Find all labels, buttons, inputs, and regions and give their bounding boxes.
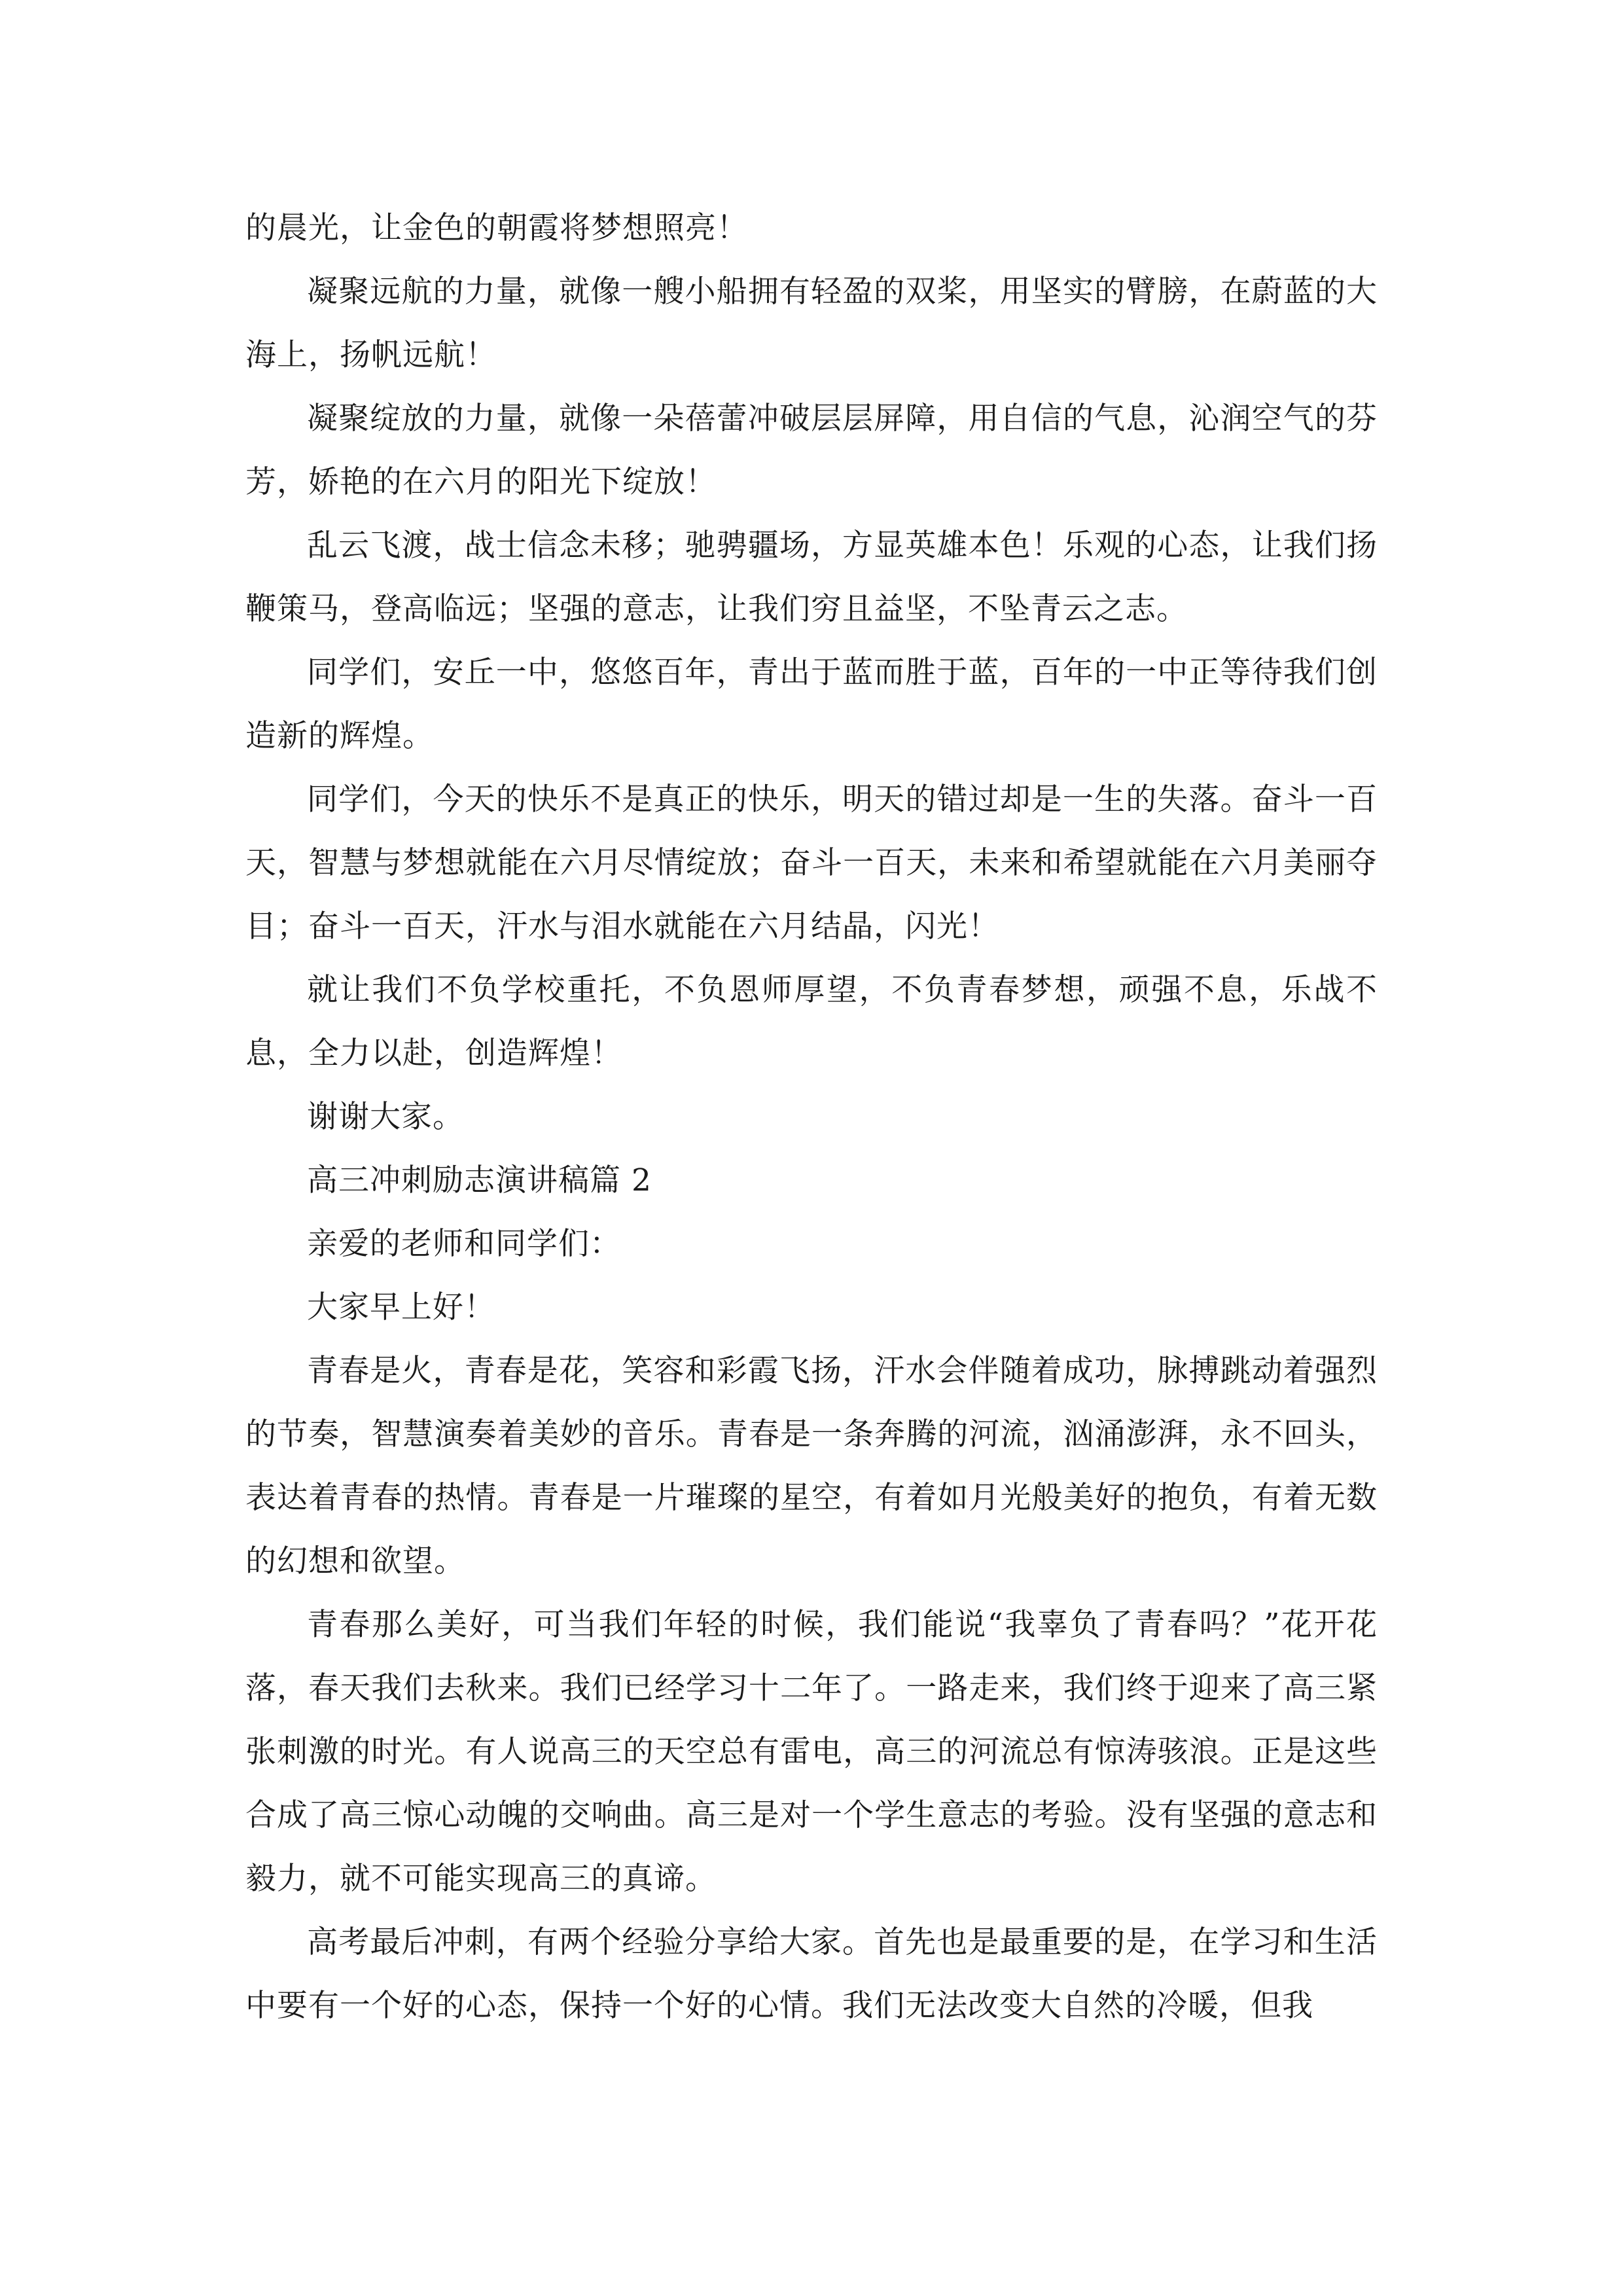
paragraph: 青春那么美好，可当我们年轻的时候，我们能说“我辜负了青春吗？”花开花落，春天我们去秋来。我们已经学习十二年了。一路走来，我们终于迎来了高三紧张刺激的时光。有人说高三的天空总有雷电，高三的河流总有惊涛骇浪。正是这些合成了高三惊心动魄的交响曲。高三是对一个学生意志的考验。没有坚强的意志和毅力，就不可能实现高三的真谛。 — [245, 1607, 1378, 1897]
paragraph: 青春是火，青春是花，笑容和彩霞飞扬，汗水会伴随着成功，脉搏跳动着强烈的节奏，智慧演奏着美妙的音乐。青春是一条奔腾的河流，汹涌澎湃，永不回头，表达着青春的热情。青春是一片璀璨的星空，有着如月光般美好的抱负，有着无数的幻想和欲望。 — [245, 1353, 1378, 1579]
paragraph-continued: 的晨光，让金色的朝霞将梦想照亮！ — [245, 210, 748, 246]
paragraph: 凝聚远航的力量，就像一艘小船拥有轻盈的双桨，用坚实的臂膀，在蔚蓝的大海上，扬帆远航！ — [245, 274, 1378, 373]
paragraph: 乱云飞渡，战士信念未移；驰骋疆场，方显英雄本色！乐观的心态，让我们扬鞭策马，登高临远；坚强的意志，让我们穷且益坚，不坠青云之志。 — [245, 528, 1378, 627]
paragraph: 同学们，安丘一中，悠悠百年，青出于蓝而胜于蓝，百年的一中正等待我们创造新的辉煌。 — [245, 655, 1378, 754]
section-title: 高三冲刺励志演讲稿篇 2 — [307, 1162, 652, 1198]
paragraph: 高考最后冲刺，有两个经验分享给大家。首先也是最重要的是，在学习和生活中要有一个好的心态，保持一个好的心情。我们无法改变大自然的冷暖，但我 — [245, 1924, 1378, 2024]
salutation: 亲爱的老师和同学们： — [307, 1226, 621, 1262]
document-body — [245, 196, 1378, 2037]
closing-line: 谢谢大家。 — [307, 1099, 464, 1135]
paragraph: 凝聚绽放的力量，就像一朵蓓蕾冲破层层屏障，用自信的气息，沁润空气的芬芳，娇艳的在六月的阳光下绽放！ — [245, 401, 1378, 500]
greeting: 大家早上好！ — [307, 1289, 495, 1325]
paragraph: 同学们，今天的快乐不是真正的快乐，明天的错过却是一生的失落。奋斗一百天，智慧与梦想就能在六月尽情绽放；奋斗一百天，未来和希望就能在六月美丽夺目；奋斗一百天，汗水与泪水就能在六月结晶，闪光！ — [245, 781, 1378, 944]
paragraph: 就让我们不负学校重托，不负恩师厚望，不负青春梦想，顽强不息，乐战不息，全力以赴，创造辉煌！ — [245, 972, 1378, 1071]
